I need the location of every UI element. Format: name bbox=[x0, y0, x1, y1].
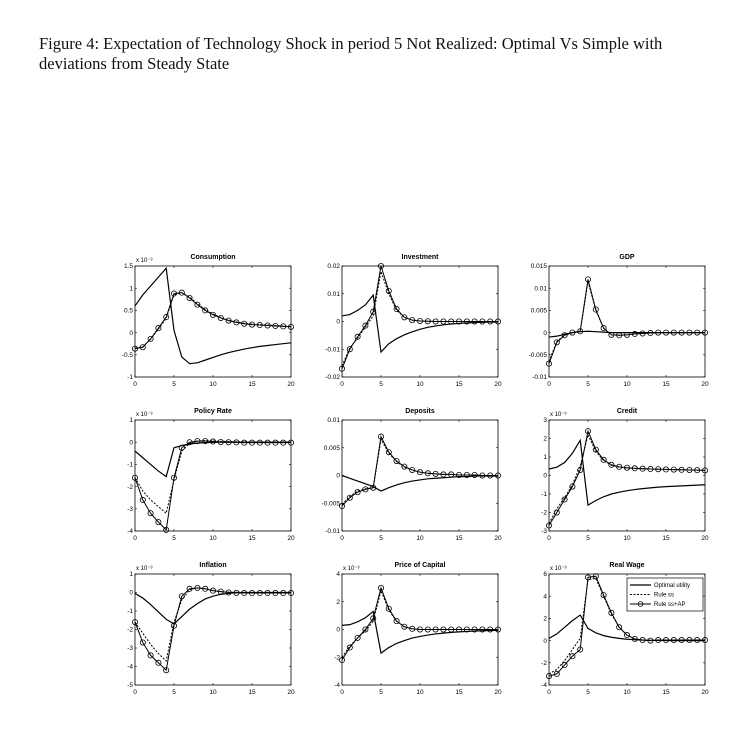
y-tick-label: -2 bbox=[541, 660, 547, 667]
y-tick-label: 0.005 bbox=[530, 307, 547, 315]
x-tick-label: 5 bbox=[172, 381, 176, 388]
y-tick-label: 6 bbox=[543, 571, 547, 579]
panel-title: Investment bbox=[401, 254, 439, 261]
y-tick-label: 0.015 bbox=[530, 263, 547, 271]
x-tick-label: 20 bbox=[494, 381, 502, 388]
x-tick-label: 15 bbox=[248, 689, 256, 696]
y-tick-label: -1 bbox=[127, 374, 133, 382]
x-tick-label: 15 bbox=[662, 689, 670, 696]
x-tick-label: 15 bbox=[662, 535, 670, 542]
series-line-rule-ss-ap bbox=[135, 588, 291, 670]
series-line-rule-ss bbox=[549, 435, 705, 524]
series-line-rule-ss bbox=[342, 591, 498, 658]
series-line-rule-ss bbox=[549, 282, 705, 362]
x-tick-label: 10 bbox=[623, 381, 631, 388]
y-tick-label: -3 bbox=[127, 645, 133, 653]
y-tick-label: 1 bbox=[129, 571, 133, 579]
y-tick-label: -0.01 bbox=[325, 346, 340, 354]
x-tick-label: 5 bbox=[172, 689, 176, 696]
series-line-rule-ss-ap bbox=[342, 437, 498, 506]
x-tick-label: 20 bbox=[494, 535, 502, 542]
y-tick-label: 1 bbox=[129, 417, 133, 425]
x-tick-label: 20 bbox=[287, 689, 295, 696]
y-tick-label: 1 bbox=[543, 454, 547, 462]
series-line-optimal-utility bbox=[135, 442, 291, 476]
panel-consumption bbox=[122, 254, 295, 388]
x-tick-label: 5 bbox=[586, 535, 590, 542]
axis-exponent: x 10⁻³ bbox=[343, 566, 360, 572]
panel-title: Policy Rate bbox=[194, 408, 232, 415]
axis-exponent: x 10⁻³ bbox=[136, 412, 153, 418]
series-line-rule-ss bbox=[135, 588, 291, 661]
y-tick-label: 0 bbox=[336, 472, 340, 480]
series-line-optimal-utility bbox=[135, 268, 291, 363]
figure-caption: Figure 4: Expectation of Technology Shock in period 5 Not Realized: Optimal Vs Simple with deviations from Steady State bbox=[39, 34, 663, 73]
y-tick-label: -4 bbox=[541, 682, 547, 690]
x-tick-label: 10 bbox=[209, 381, 217, 388]
series-line-rule-ss-ap bbox=[342, 266, 498, 369]
x-tick-label: 20 bbox=[287, 535, 295, 542]
panel-price-of-capital bbox=[334, 562, 502, 696]
y-tick-label: -1 bbox=[541, 491, 547, 499]
x-tick-label: 15 bbox=[455, 535, 463, 542]
y-tick-label: -2 bbox=[334, 654, 340, 662]
y-tick-label: -0.005 bbox=[321, 500, 340, 508]
x-tick-label: 20 bbox=[701, 689, 709, 696]
y-tick-label: 0.02 bbox=[327, 263, 340, 271]
y-tick-label: 0 bbox=[336, 318, 340, 326]
panel-gdp bbox=[529, 254, 709, 388]
x-tick-label: 0 bbox=[547, 689, 551, 696]
y-tick-label: 1.5 bbox=[123, 263, 133, 271]
y-tick-label: -0.5 bbox=[121, 352, 133, 359]
y-tick-label: 0.01 bbox=[327, 417, 340, 425]
axis-exponent: x 10⁻³ bbox=[550, 412, 567, 418]
legend-label: Optimal utility bbox=[654, 583, 691, 589]
y-tick-label: -2 bbox=[541, 509, 547, 517]
series-line-rule-ss-ap bbox=[549, 431, 705, 525]
y-tick-label: -2 bbox=[127, 483, 133, 491]
y-tick-label: -1 bbox=[127, 461, 133, 469]
y-tick-label: 0 bbox=[129, 329, 133, 337]
plot-frame bbox=[135, 266, 291, 377]
y-tick-label: 1 bbox=[129, 285, 133, 293]
y-tick-label: 0 bbox=[129, 589, 133, 597]
series-line-rule-ss-ap bbox=[342, 588, 498, 660]
x-tick-label: 0 bbox=[547, 381, 551, 388]
y-tick-label: 2 bbox=[543, 435, 547, 443]
panel-title: Inflation bbox=[199, 562, 227, 569]
panel-investment bbox=[325, 254, 502, 388]
y-tick-label: 0.01 bbox=[534, 285, 547, 293]
panel-title: Deposits bbox=[405, 408, 435, 415]
legend-label: Rule ss+AP bbox=[654, 602, 686, 608]
y-tick-label: 0.5 bbox=[123, 307, 133, 315]
legend bbox=[627, 578, 703, 611]
x-tick-label: 10 bbox=[416, 535, 424, 542]
panel-title: Real Wage bbox=[609, 562, 645, 569]
x-tick-label: 20 bbox=[701, 535, 709, 542]
x-tick-label: 20 bbox=[701, 381, 709, 388]
panel-title: Consumption bbox=[190, 254, 236, 261]
x-tick-label: 10 bbox=[623, 535, 631, 542]
x-tick-label: 0 bbox=[340, 381, 344, 388]
x-tick-label: 0 bbox=[133, 381, 137, 388]
y-tick-label: 4 bbox=[543, 593, 547, 601]
series-line-rule-ss-ap bbox=[135, 293, 291, 349]
y-tick-label: 0.01 bbox=[327, 290, 340, 298]
plot-frame bbox=[549, 266, 705, 377]
series-line-rule-ss-ap bbox=[135, 441, 291, 530]
x-tick-label: 10 bbox=[209, 689, 217, 696]
x-tick-label: 10 bbox=[416, 381, 424, 388]
series-line-optimal-utility bbox=[549, 615, 705, 641]
x-tick-label: 10 bbox=[623, 689, 631, 696]
axis-exponent: x 10⁻³ bbox=[136, 566, 153, 572]
x-tick-label: 10 bbox=[209, 535, 217, 542]
y-tick-label: 3 bbox=[543, 417, 547, 425]
legend-label: Rule ss bbox=[654, 592, 675, 599]
axis-exponent: x 10⁻³ bbox=[550, 566, 567, 572]
x-tick-label: 5 bbox=[379, 381, 383, 388]
y-tick-label: 0.005 bbox=[323, 444, 340, 452]
x-tick-label: 5 bbox=[172, 535, 176, 542]
x-tick-label: 15 bbox=[248, 535, 256, 542]
x-tick-label: 0 bbox=[340, 535, 344, 542]
x-tick-label: 15 bbox=[455, 689, 463, 696]
panel-title: Credit bbox=[616, 408, 638, 415]
panel-title: Price of Capital bbox=[394, 562, 446, 569]
series-line-rule-ss-ap bbox=[549, 279, 705, 363]
x-tick-label: 20 bbox=[287, 381, 295, 388]
panel-policy-rate bbox=[127, 408, 295, 542]
y-tick-label: -0.02 bbox=[325, 374, 340, 382]
panel-credit bbox=[541, 408, 709, 542]
x-tick-label: 10 bbox=[416, 689, 424, 696]
y-tick-label: -2 bbox=[127, 626, 133, 634]
x-tick-label: 15 bbox=[662, 381, 670, 388]
x-tick-label: 0 bbox=[547, 535, 551, 542]
x-tick-label: 0 bbox=[133, 689, 137, 696]
y-tick-label: 4 bbox=[336, 571, 340, 579]
x-tick-label: 20 bbox=[494, 689, 502, 696]
x-tick-label: 5 bbox=[586, 381, 590, 388]
panel-title: GDP bbox=[619, 254, 635, 261]
y-tick-label: -0.01 bbox=[532, 374, 547, 382]
y-tick-label: -5 bbox=[127, 682, 133, 690]
y-tick-label: -4 bbox=[127, 528, 133, 536]
y-tick-label: 0 bbox=[543, 637, 547, 645]
y-tick-label: -3 bbox=[127, 506, 133, 513]
axis-exponent: x 10⁻³ bbox=[136, 258, 153, 264]
y-tick-label: 2 bbox=[543, 615, 547, 623]
y-tick-label: 0 bbox=[129, 439, 133, 447]
y-tick-label: -3 bbox=[541, 528, 547, 536]
y-tick-label: 0 bbox=[543, 472, 547, 480]
y-tick-label: 0 bbox=[543, 329, 547, 337]
panel-inflation bbox=[127, 562, 295, 696]
y-tick-label: -4 bbox=[334, 682, 340, 690]
x-tick-label: 15 bbox=[455, 381, 463, 388]
series-line-rule-ss bbox=[135, 440, 291, 513]
y-tick-label: 0 bbox=[336, 626, 340, 634]
x-tick-label: 15 bbox=[248, 381, 256, 388]
series-line-optimal-utility bbox=[135, 593, 291, 624]
x-tick-label: 0 bbox=[133, 535, 137, 542]
x-tick-label: 5 bbox=[379, 689, 383, 696]
plot-frame bbox=[549, 420, 705, 531]
series-line-rule-ss bbox=[135, 293, 291, 349]
y-tick-label: 2 bbox=[336, 598, 340, 606]
x-tick-label: 0 bbox=[340, 689, 344, 696]
panel-deposits bbox=[322, 408, 502, 542]
y-tick-label: -0.01 bbox=[325, 528, 340, 536]
plot-frame bbox=[135, 420, 291, 531]
y-tick-label: -4 bbox=[127, 663, 133, 671]
y-tick-label: -1 bbox=[127, 608, 133, 616]
x-tick-label: 5 bbox=[586, 689, 590, 696]
y-tick-label: -0.005 bbox=[528, 352, 547, 359]
x-tick-label: 5 bbox=[379, 535, 383, 542]
